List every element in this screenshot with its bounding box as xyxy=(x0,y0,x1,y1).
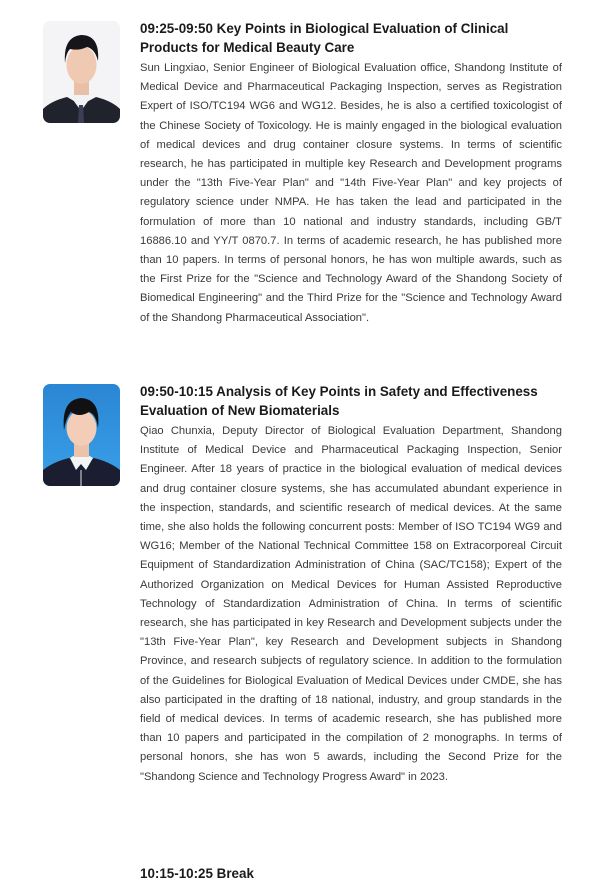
session-title: 09:50-10:15 Analysis of Key Points in Safety and Effectiveness Evaluation of New Biomaterials xyxy=(140,384,538,418)
speaker-portrait-icon xyxy=(43,384,120,486)
speaker-bio: Sun Lingxiao, Senior Engineer of Biological Evaluation office, Shandong Institute of Medical Device and Pharmaceutical Packaging Inspection, serves as Registration Expert of ISO/TC194 WG6 and WG12. Besides, he is also a certified toxicologist of the Chinese Society of Toxicology. He is mainly engaged in the biological evaluation of medical devices and drug container closure systems. In terms of scientific research, he has participated in multiple key Research and Development programs under the "13th Five-Year Plan" and "14th Five-Year Plan" and key projects of regulatory science under NMPA. He has taken the lead and participated in the formulation of more than 10 national and industry standards, including GB/T 16886.10 and YY/T 0870.7. In terms of academic research, he has published more than 10 papers. In terms of personal honors, he has won multiple awards, such as the First Prize for the "Science and Technology Award of the Shandong Society of Biomedical Engineering" and the Third Prize for the "Science and Technology Award of the Shandong Pharmaceutical Association". xyxy=(140,62,562,324)
session-title: 10:15-10:25 Break xyxy=(140,866,254,881)
speaker-bio: Qiao Chunxia, Deputy Director of Biological Evaluation Department, Shandong Institute of Medical Device and Pharmaceutical Packaging Inspection, Senior Engineer. After 18 years of practice in the biological evaluation of medical devices and drug container closure systems, she has accumulated abundant experience in the inspection, standards, and scientific research of medical devices. At the same time, she also holds the following concurrent posts: Member of ISO TC194 WG9 and WG16; Member of the National Technical Committee 158 on Extracorporeal Circuit Equipment of Standardization Administration of China (SAC/TC158); Expert of the Authorized Organization on Medical Devices for Human Assisted Reproductive Technology of Standardization Administration of China. In terms of scientific research, she has participated in key Research and Development subjects under the "13th Five-Year Plan", key Research and Development subjects in Shandong Province, and research subjects of regulatory science. In addition to the formulation of the Guidelines for Biological Evaluation of Medical Devices under CMDE, she has also participated in the drafting of 18 national, industry, and group standards in the field of medical devices. In terms of academic research, she has published more than 10 papers and participated in the compilation of 2 monographs. In terms of personal honors, she has won 5 awards, including the Second Prize for the "Shandong Science and Technology Progress Award" in 2023. xyxy=(140,425,562,783)
session-title: 09:25-09:50 Key Points in Biological Evaluation of Clinical Products for Medical Beauty Care xyxy=(140,21,509,55)
speaker-photo xyxy=(43,21,120,123)
speaker-photo xyxy=(43,384,120,486)
speaker-portrait-icon xyxy=(43,21,120,123)
